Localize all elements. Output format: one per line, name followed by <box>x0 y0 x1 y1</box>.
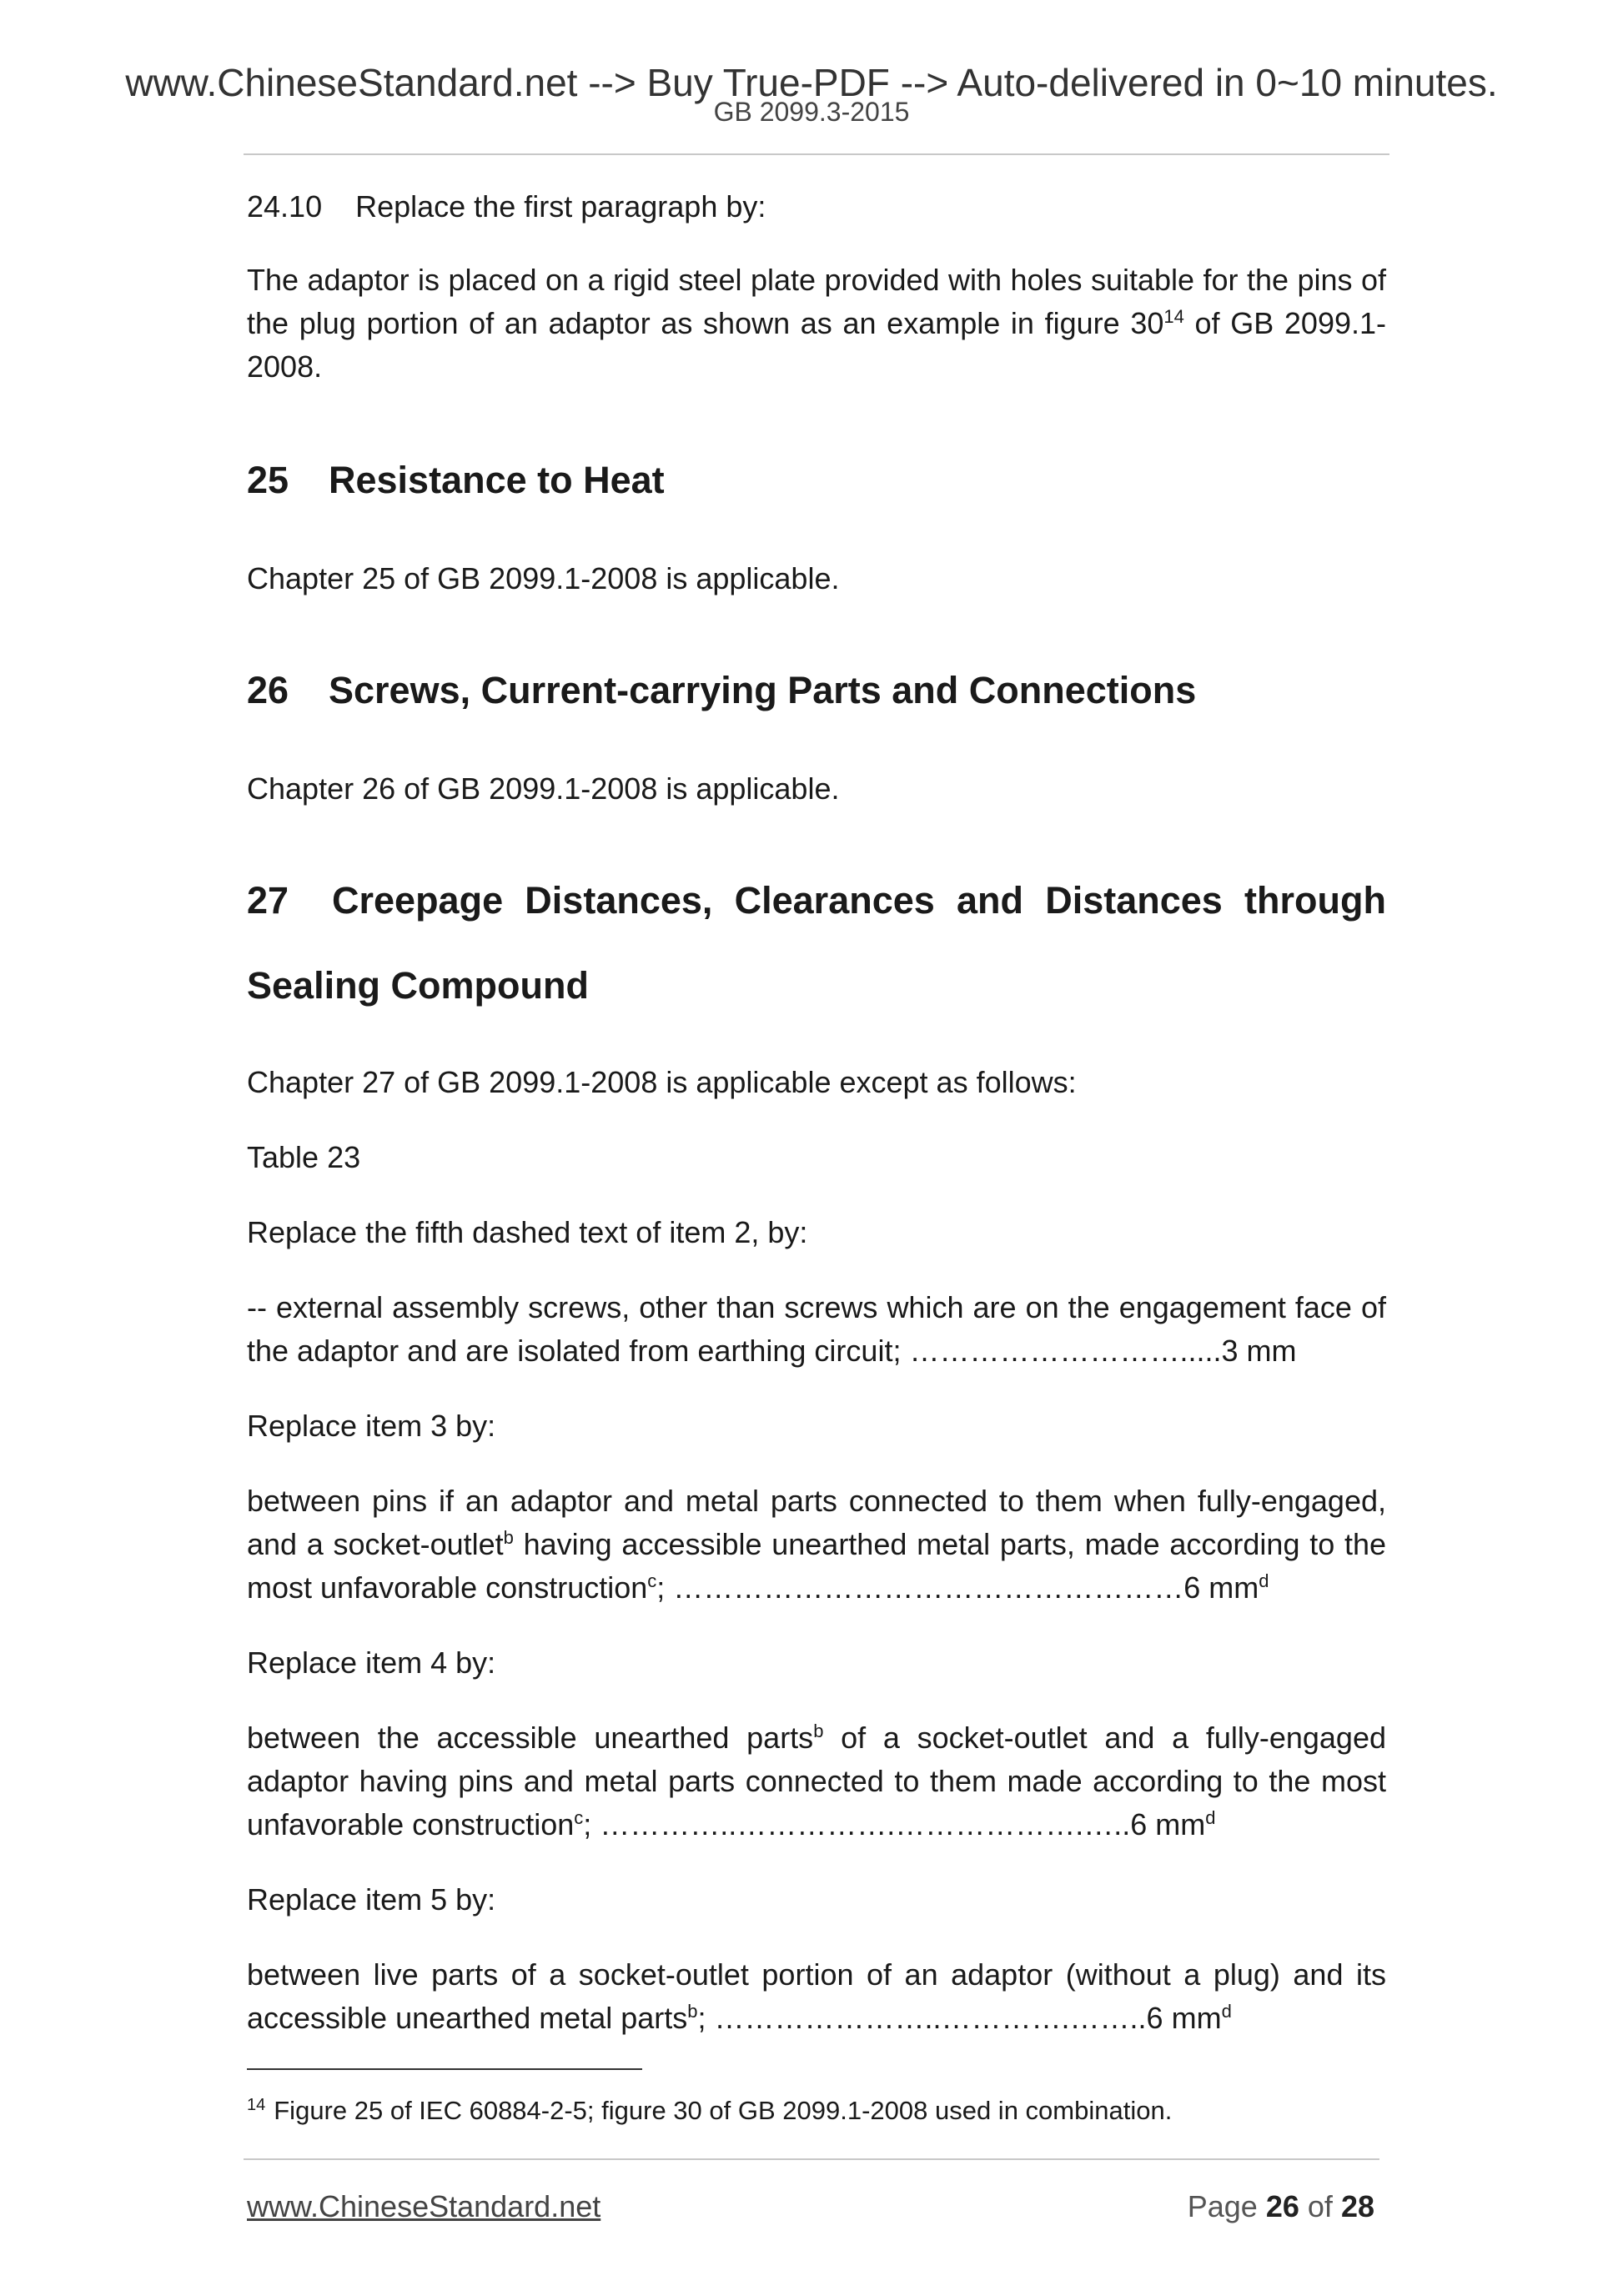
footnote-divider <box>247 2068 642 2070</box>
footnote-ref[interactable]: 14 <box>1163 306 1184 327</box>
item-2-intro: Replace the fifth dashed text of item 2, by: <box>247 1215 808 1249</box>
item-2-text: -- external assembly screws, other than screws which are on the engagement face of the adaptor and are isolated from earthing circuit; ……………………….....3 mm <box>247 1290 1386 1368</box>
clause-24-10-title: 24.10 Replace the first paragraph by: <box>247 189 766 224</box>
chapter-27-heading-line2: Sealing Compound <box>247 964 589 1007</box>
chapter-27-heading: 27 Creepage Distances, Clearances and Distances through <box>247 879 1386 922</box>
site-banner[interactable]: www.ChineseStandard.net --> Buy True-PDF --> Auto-delivered in 0~10 minutes. <box>125 61 1498 104</box>
clause-24-10-text: The adaptor is placed on a rigid steel plate provided with holes suitable for the pins of the plug portion of an adaptor as shown as an example in figure $30^{14}$ of GB 2099.1-2008. <box>247 263 1386 384</box>
chapter-25-heading: 25 Resistance to Heat <box>247 459 665 501</box>
footer-divider <box>244 2158 1379 2160</box>
chapter-26-body: Chapter 26 of GB 2099.1-2008 is applicable. <box>247 771 840 806</box>
chapter-27-body: Chapter 27 of GB 2099.1-2008 is applicable except as follows: <box>247 1065 1077 1099</box>
header-divider <box>244 153 1389 155</box>
item-3-text: between pins if an adaptor and metal parts connected to them when fully-engaged, and a socket-outlet$^b$ having accessible unearthed metal parts, made according to the most unfavorable construction$^c$; ……………………………………………6 $mm^d$ <box>247 1484 1386 1605</box>
item-3-intro: Replace item 3 by: <box>247 1409 496 1443</box>
page-indicator: Page 26 of 28 <box>1187 2189 1374 2223</box>
document-id: GB 2099.3-2015 <box>713 97 910 127</box>
footnote: $^{14}$ Figure 25 of IEC 60884-2-5; figure 30 of GB 2099.1-2008 used in combination. <box>247 2095 1173 2125</box>
footnote-number: 14 <box>247 2095 266 2114</box>
table-reference: Table 23 <box>247 1140 361 1174</box>
footer-site-link[interactable]: www.ChineseStandard.net <box>247 2189 601 2223</box>
item-4-intro: Replace item 4 by: <box>247 1645 496 1680</box>
chapter-26-heading: 26 Screws, Current-carrying Parts and Connections <box>247 669 1197 711</box>
item-4-text: between the accessible unearthed parts$^b$ of a socket-outlet and a fully-engaged adaptor having pins and metal parts connected to them made according to the most unfavorable construction$^c$; …………..…………….……………….…..6 $mm^d$ <box>247 1721 1386 1841</box>
item-5-intro: Replace item 5 by: <box>247 1882 496 1917</box>
chapter-25-body: Chapter 25 of GB 2099.1-2008 is applicable. <box>247 561 840 595</box>
item-5-text: between live parts of a socket-outlet portion of an adaptor (without a plug) and its accessible unearthed metal parts$^b$; …………………..………….……..6 $mm^d$ <box>247 1957 1386 2035</box>
